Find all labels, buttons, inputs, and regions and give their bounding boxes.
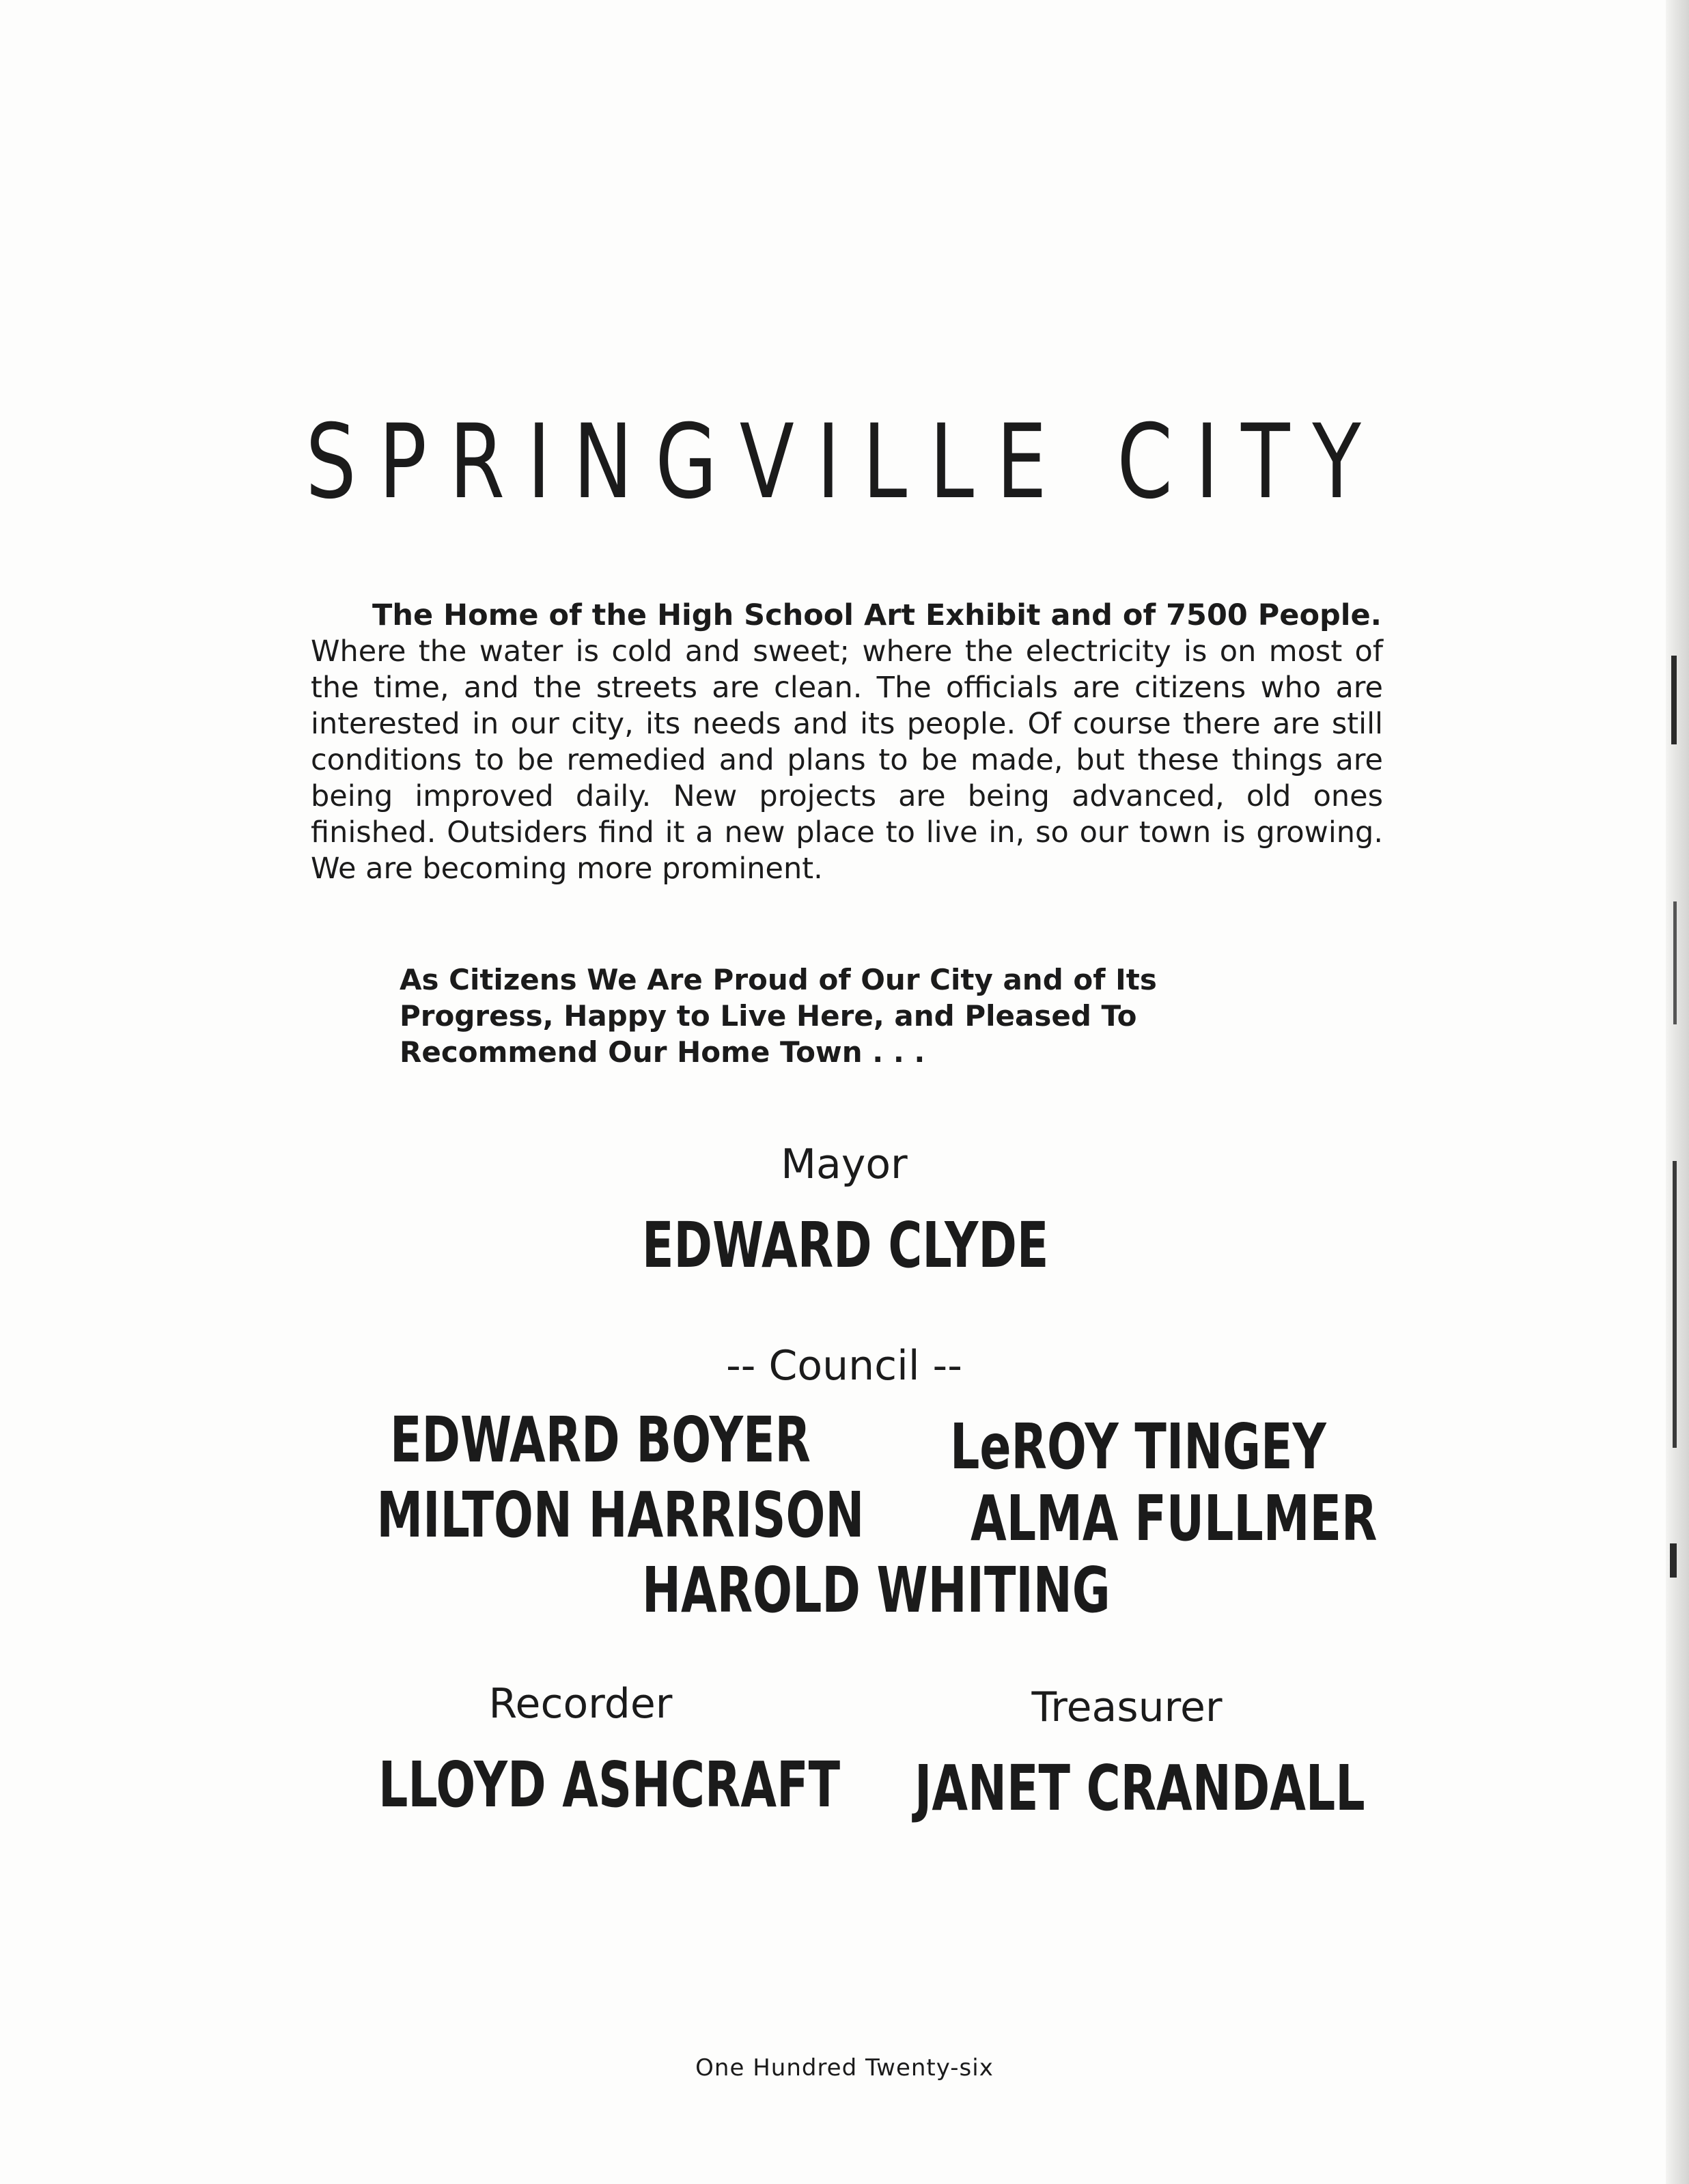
mayor-name: EDWARD CLYDE (642, 1209, 1049, 1282)
pride-statement: As Citizens We Are Proud of Our City and of Its Progress, Happy to Live Here, and Pleased To Recommend Our Home Town . . . (400, 963, 1157, 1069)
council-label: -- Council -- (726, 1342, 962, 1390)
recorder-name: LLOYD ASHCRAFT (378, 1748, 841, 1821)
binding-mark (1673, 901, 1677, 1024)
council-member: MILTON HARRISON (376, 1479, 865, 1552)
binding-mark (1670, 1543, 1677, 1578)
intro-paragraph (311, 598, 1383, 887)
binding-mark (1673, 1161, 1677, 1448)
recorder-label: Recorder (488, 1680, 673, 1728)
mayor-label: Mayor (781, 1140, 908, 1188)
council-member: EDWARD BOYER (390, 1403, 811, 1476)
page-number: One Hundred Twenty-six (695, 2054, 994, 2082)
intro-body: Where the water is cold and sweet; where the electricity is on most of the time, and the streets are clean. The officials are citizens who are interested in our city, its needs and its people. Of course there are still conditions to be remedied and plans to be made, but these things are being improved daily. New projects are being advanced, old ones finished. Outsiders find it a new place to live in, so our town is growing. We are becoming more prominent. (311, 634, 1383, 886)
council-member: ALMA FULLMER (971, 1482, 1378, 1555)
council-member: HAROLD WHITING (642, 1554, 1111, 1627)
page-edge (1666, 0, 1689, 2184)
treasurer-name: JANET CRANDALL (915, 1752, 1365, 1825)
treasurer-label: Treasurer (1031, 1683, 1223, 1731)
page-title: SPRINGVILLE CITY (305, 403, 1384, 522)
intro-lead: The Home of the High School Art Exhibit and of 7500 People. (372, 598, 1382, 632)
council-member: LeROY TINGEY (950, 1410, 1326, 1483)
binding-mark (1671, 656, 1677, 744)
